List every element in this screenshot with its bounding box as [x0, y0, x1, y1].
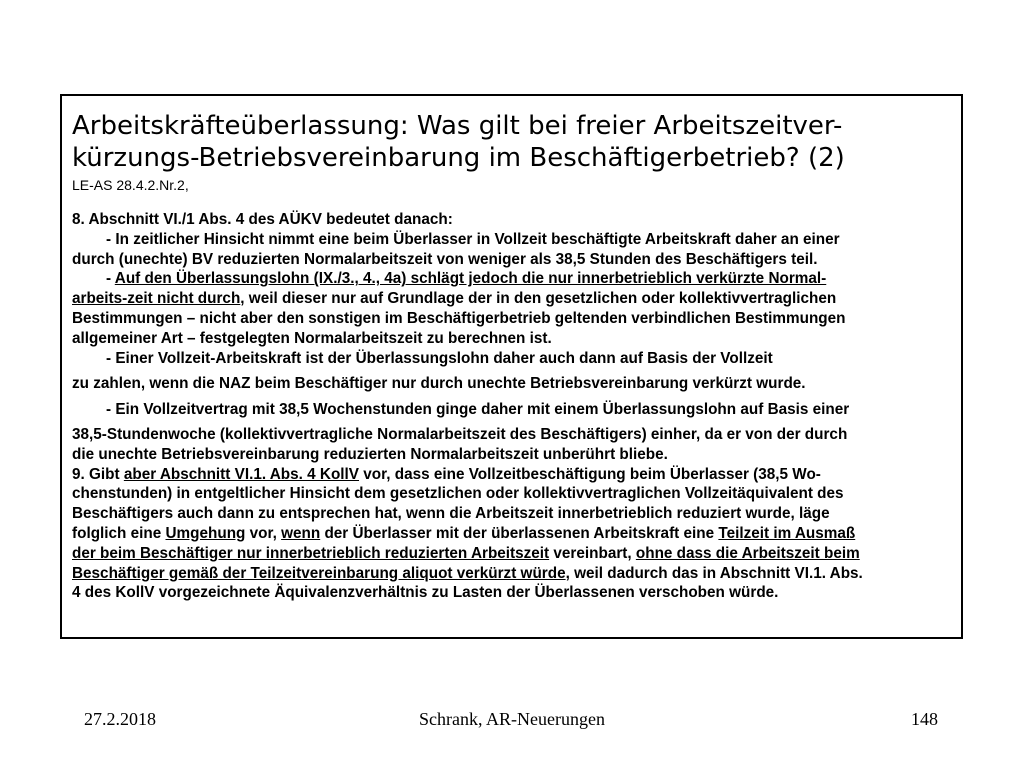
- body-line: zu zahlen, wenn die NAZ beim Beschäftiger nur durch unechte Betriebsvereinbarung verkürzt wurde.: [72, 375, 806, 393]
- underlined-text: Umgehung: [165, 524, 246, 542]
- title-line-1: Arbeitskräfteüberlassung: Was gilt bei freier Arbeitszeitver-: [72, 111, 843, 141]
- body-text-segment: vereinbart,: [549, 544, 636, 562]
- slide-title: [72, 110, 951, 174]
- body-text-segment: 9. Gibt: [72, 465, 124, 483]
- body-line: - In zeitlicher Hinsicht nimmt eine beim Überlasser in Vollzeit beschäftigte Arbeitskraft daher an einer: [106, 230, 840, 248]
- body-line: Beschäftigers auch dann zu entsprechen hat, wenn die Arbeitszeit innerbetrieblich reduziert wurde, läge: [72, 505, 830, 523]
- dash: -: [106, 270, 115, 288]
- underlined-text: Auf den Überlassungslohn (IX./3., 4., 4a) schlägt jedoch die nur innerbetrieblich verkürzte Normal-: [114, 270, 827, 288]
- body-line: - Einer Vollzeit-Arbeitskraft ist der Überlassungslohn daher auch dann auf Basis der Vollzeit: [106, 349, 773, 367]
- body-text: [72, 210, 951, 603]
- body-line: durch (unechte) BV reduzierten Normalarbeitszeit von weniger als 38,5 Stunden des Beschäftigers teil.: [72, 250, 818, 268]
- body-line: 4 des KollV vorgezeichnete Äquivalenzverhältnis zu Lasten der Überlassenen verschoben würde.: [72, 584, 779, 602]
- paragraph-9-line: [72, 465, 951, 485]
- content-frame: [60, 94, 963, 639]
- reference-citation: LE-AS 28.4.2.Nr.2,: [72, 177, 189, 193]
- body-line: [72, 269, 951, 289]
- body-line: Bestimmungen – nicht aber den sonstigen im Beschäftigerbetrieb geltenden verbindlichen Bestimmungen: [72, 309, 846, 327]
- page-number: 148: [911, 709, 938, 729]
- body-line: [72, 544, 951, 564]
- body-line: die unechte Betriebsvereinbarung reduzierten Normalarbeitszeit unberührt bliebe.: [72, 445, 668, 463]
- footer-date: 27.2.2018: [84, 709, 156, 729]
- body-line: [72, 524, 951, 544]
- body-line: [72, 289, 951, 309]
- underlined-text: der beim Beschäftiger nur innerbetrieblich reduzierten Arbeitszeit: [72, 544, 550, 562]
- underlined-text: ohne dass die Arbeitszeit beim: [635, 544, 860, 562]
- underlined-text: arbeits-zeit nicht durch: [72, 290, 241, 308]
- body-text-segment: vor,: [245, 524, 282, 542]
- body-line: 38,5-Stundenwoche (kollektivvertragliche Normalarbeitszeit des Beschäftigers) einher, da er von der durch: [72, 425, 848, 443]
- underlined-text: wenn: [281, 524, 321, 542]
- underlined-text: Beschäftiger gemäß der Teilzeitvereinbarung aliquot verkürzt würde: [72, 564, 566, 582]
- footer-author: Schrank, AR-Neuerungen: [419, 709, 605, 729]
- underlined-text: Teilzeit im Ausmaß: [718, 524, 856, 542]
- body-text-segment: , weil dadurch das in Abschnitt VI.1. Abs.: [565, 564, 863, 582]
- underlined-text: aber Abschnitt VI.1. Abs. 4 KollV: [123, 465, 360, 483]
- body-line: allgemeiner Art – festgelegten Normalarbeitszeit zu berechnen ist.: [72, 329, 552, 347]
- body-text-segment: der Überlasser mit der überlassenen Arbeitskraft eine: [320, 524, 719, 542]
- paragraph-8-heading: 8. Abschnitt VI./1 Abs. 4 des AÜKV bedeutet danach:: [72, 211, 453, 228]
- body-line: - Ein Vollzeitvertrag mit 38,5 Wochenstunden ginge daher mit einem Überlassungslohn auf Basis einer: [106, 401, 850, 419]
- body-text-segment: vor, dass eine Vollzeitbeschäftigung beim Überlasser (38,5 Wo-: [359, 465, 821, 483]
- body-text-segment: folglich eine: [72, 524, 166, 542]
- body-line: [72, 564, 951, 584]
- body-text-segment: , weil dieser nur auf Grundlage der in den gesetzlichen oder kollektivvertraglichen: [240, 290, 837, 308]
- title-line-2: kürzungs-Betriebsvereinbarung im Beschäftigerbetrieb? (2): [72, 143, 845, 173]
- body-line: chenstunden) in entgeltlicher Hinsicht dem gesetzlichen oder kollektivvertraglichen Vollzeitäquivalent des: [72, 485, 844, 503]
